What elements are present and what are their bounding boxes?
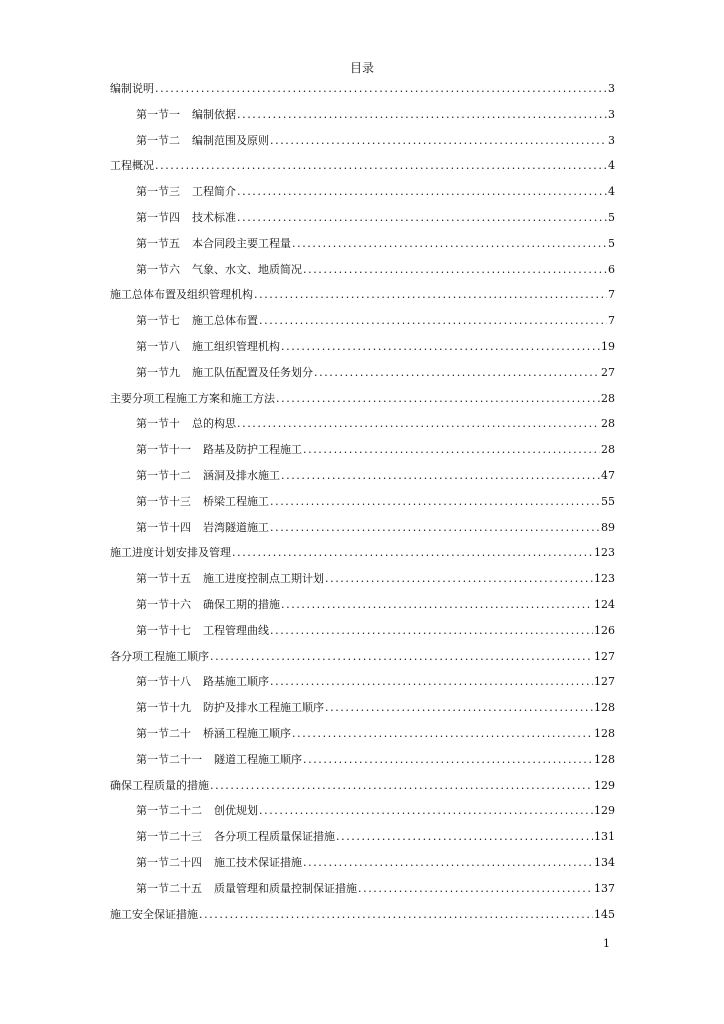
toc-entry-section[interactable] bbox=[110, 413, 615, 439]
toc-section-number: 第一节十七 bbox=[136, 623, 191, 637]
toc-page-number: 134 bbox=[594, 855, 615, 869]
toc-entry-section[interactable] bbox=[110, 465, 615, 491]
toc-entry-text: 施工总体布置及组织管理机构 bbox=[110, 288, 253, 302]
toc-entry-text: 施工总体布置 bbox=[192, 314, 258, 328]
toc-page-number: 4 bbox=[608, 159, 615, 173]
toc-entry-label bbox=[136, 416, 236, 432]
toc-section-number: 第一节七 bbox=[136, 314, 180, 328]
toc-entry-section[interactable] bbox=[110, 517, 615, 543]
toc-entry-text: 工程管理曲线 bbox=[203, 623, 269, 637]
toc-entry-text: 创优规划 bbox=[214, 804, 258, 818]
toc-section-number: 第一节二 bbox=[136, 133, 180, 147]
toc-entry-section[interactable] bbox=[110, 620, 615, 646]
toc-section-number: 第一节十二 bbox=[136, 468, 191, 482]
toc-leader-dots bbox=[325, 571, 593, 587]
toc-page-number: 3 bbox=[608, 133, 615, 147]
toc-leader-dots bbox=[292, 236, 607, 252]
toc-entry-section[interactable] bbox=[110, 594, 615, 620]
toc-entry-text: 桥涵工程施工顺序 bbox=[203, 726, 291, 740]
toc-entry-label bbox=[110, 81, 154, 97]
toc-entry-text: 质量管理和质量控制保证措施 bbox=[214, 881, 357, 895]
toc-entry-section[interactable] bbox=[110, 259, 615, 285]
toc-entry-label bbox=[136, 468, 280, 484]
toc-entry-label bbox=[136, 520, 269, 536]
toc-entry-text: 技术标准 bbox=[192, 210, 236, 224]
toc-section-number: 第一节十八 bbox=[136, 675, 191, 689]
toc-page-number: 123 bbox=[594, 572, 615, 586]
toc-entry-label bbox=[136, 855, 302, 871]
toc-page-number: 55 bbox=[601, 494, 615, 508]
toc-entry-label bbox=[136, 442, 302, 458]
toc-section-number: 第一节一 bbox=[136, 107, 180, 121]
toc-leader-dots bbox=[281, 339, 600, 355]
toc-title: 目录 bbox=[349, 61, 374, 75]
toc-entry-chapter[interactable] bbox=[110, 388, 615, 414]
toc-page-number: 3 bbox=[608, 82, 615, 95]
toc-entry-chapter[interactable] bbox=[110, 155, 615, 181]
toc-entry-text: 编制范围及原则 bbox=[192, 133, 269, 147]
toc-entry-section[interactable] bbox=[110, 568, 615, 594]
toc-entry-chapter[interactable] bbox=[110, 904, 615, 930]
toc-entry-label bbox=[136, 674, 269, 690]
toc-leader-dots bbox=[232, 545, 593, 561]
toc-entry-label bbox=[110, 907, 198, 923]
toc-leader-dots bbox=[358, 881, 593, 897]
toc-page-number: 47 bbox=[601, 468, 615, 482]
toc-section-number: 第一节十三 bbox=[136, 494, 191, 508]
toc-section-number: 第一节十六 bbox=[136, 597, 191, 611]
toc-leader-dots bbox=[292, 726, 593, 742]
toc-leader-dots bbox=[325, 700, 593, 716]
toc-section-number: 第一节六 bbox=[136, 262, 180, 276]
toc-leader-dots bbox=[210, 649, 593, 665]
toc-entry-text: 编制说明 bbox=[110, 82, 154, 95]
toc-section-number: 第一节二十五 bbox=[136, 881, 202, 895]
toc-entry-label bbox=[136, 107, 236, 123]
toc-entry-section[interactable] bbox=[110, 207, 615, 233]
toc-leader-dots bbox=[155, 81, 607, 97]
toc-entry-label bbox=[110, 391, 275, 407]
toc-entry-label bbox=[110, 649, 209, 665]
toc-entry-section[interactable] bbox=[110, 491, 615, 517]
toc-entry-text: 路基施工顺序 bbox=[203, 675, 269, 689]
toc-leader-dots bbox=[336, 829, 593, 845]
toc-entry-chapter[interactable] bbox=[110, 542, 615, 568]
toc-entry-text: 施工技术保证措施 bbox=[214, 855, 302, 869]
toc-entry-label bbox=[136, 571, 324, 587]
toc-leader-dots bbox=[270, 674, 593, 690]
toc-entry-label bbox=[136, 700, 324, 716]
toc-page-number: 19 bbox=[601, 339, 615, 353]
toc-section-number: 第一节二十二 bbox=[136, 804, 202, 818]
toc-leader-dots bbox=[276, 391, 600, 407]
toc-entry-section[interactable] bbox=[110, 800, 615, 826]
toc-entry-section[interactable] bbox=[110, 878, 615, 904]
toc-entry-text: 工程概况 bbox=[110, 159, 154, 173]
toc-entry-section[interactable] bbox=[110, 310, 615, 336]
toc-leader-dots bbox=[270, 494, 600, 510]
toc-entry-label bbox=[136, 262, 302, 278]
toc-entry-label bbox=[136, 881, 357, 897]
toc-entry-text: 确保工程质量的措施 bbox=[110, 778, 209, 792]
toc-section-number: 第一节五 bbox=[136, 236, 180, 250]
toc-page-number: 128 bbox=[594, 752, 615, 766]
toc-entry-text: 桥梁工程施工 bbox=[203, 494, 269, 508]
toc-leader-dots bbox=[237, 107, 607, 123]
toc-entry-text: 本合同段主要工程量 bbox=[192, 236, 291, 250]
toc-page-number: 131 bbox=[594, 830, 615, 844]
toc-entry-label bbox=[136, 803, 258, 819]
toc-page-number: 28 bbox=[601, 417, 615, 431]
toc-leader-dots bbox=[281, 597, 593, 613]
toc-leader-dots bbox=[281, 468, 600, 484]
toc-entry-label bbox=[136, 494, 269, 510]
toc-entry-section[interactable] bbox=[110, 233, 615, 259]
toc-entry-section[interactable] bbox=[110, 336, 615, 362]
page-number: 1 bbox=[603, 937, 610, 950]
toc-page-number: 4 bbox=[608, 185, 615, 199]
toc-page-number: 7 bbox=[608, 314, 615, 328]
toc-section-number: 第一节二十四 bbox=[136, 855, 202, 869]
toc-entry-chapter[interactable] bbox=[110, 646, 615, 672]
toc-page-number: 128 bbox=[594, 726, 615, 740]
toc-entry-section[interactable] bbox=[110, 104, 615, 130]
toc-entry-text: 施工安全保证措施 bbox=[110, 907, 198, 921]
toc-entry-text: 气象、水文、地质简况 bbox=[192, 262, 302, 276]
toc-leader-dots bbox=[155, 158, 607, 174]
toc-entry-chapter[interactable] bbox=[110, 775, 615, 801]
toc-page-number: 5 bbox=[608, 210, 615, 224]
toc-entry-section[interactable] bbox=[110, 130, 615, 156]
toc-entry-label bbox=[136, 597, 280, 613]
toc-entry-text: 确保工期的措施 bbox=[203, 597, 280, 611]
toc-entry-label bbox=[136, 133, 269, 149]
toc-section-number: 第一节十一 bbox=[136, 443, 191, 457]
toc-entry-label bbox=[136, 236, 291, 252]
toc-entry-label bbox=[136, 829, 335, 845]
toc-entry-section[interactable] bbox=[110, 439, 615, 465]
toc-entry-label bbox=[110, 545, 231, 561]
toc-page-number: 126 bbox=[594, 623, 615, 637]
toc-section-number: 第一节十九 bbox=[136, 701, 191, 715]
toc-leader-dots bbox=[270, 623, 593, 639]
toc-entry-chapter[interactable] bbox=[110, 78, 615, 104]
toc-page-number: 27 bbox=[601, 365, 615, 379]
toc-entry-section[interactable] bbox=[110, 852, 615, 878]
toc-leader-dots bbox=[199, 907, 593, 923]
toc-leader-dots bbox=[237, 184, 607, 200]
toc-entry-text: 各分项工程施工顺序 bbox=[110, 649, 209, 663]
toc-page-number: 124 bbox=[594, 597, 615, 611]
toc-page-number: 6 bbox=[608, 262, 615, 276]
toc-entry-section[interactable] bbox=[110, 826, 615, 852]
toc-entry-label bbox=[110, 778, 209, 794]
toc-leader-dots bbox=[303, 262, 607, 278]
toc-entry-section[interactable] bbox=[110, 697, 615, 723]
toc-entry-text: 施工进度计划安排及管理 bbox=[110, 546, 231, 560]
toc-page-number: 28 bbox=[601, 391, 615, 405]
toc-entry-label bbox=[136, 365, 313, 381]
toc-page-number: 5 bbox=[608, 236, 615, 250]
toc-page-number: 28 bbox=[601, 443, 615, 457]
toc-leader-dots bbox=[314, 365, 600, 381]
toc-page-number: 123 bbox=[594, 546, 615, 560]
toc-section-number: 第一节二十一 bbox=[136, 752, 202, 766]
toc-entry-label bbox=[136, 623, 269, 639]
toc-entry-text: 总的构思 bbox=[192, 417, 236, 431]
toc-page-number: 129 bbox=[594, 778, 615, 792]
toc-page-number: 137 bbox=[594, 881, 615, 895]
toc-page-number: 7 bbox=[608, 288, 615, 302]
toc-entry-text: 施工组织管理机构 bbox=[192, 339, 280, 353]
toc-entry-text: 涵洞及排水施工 bbox=[203, 468, 280, 482]
toc-entry-label bbox=[136, 752, 302, 768]
toc-leader-dots bbox=[210, 778, 593, 794]
toc-page-number: 89 bbox=[601, 520, 615, 534]
toc-page-number: 127 bbox=[594, 649, 615, 663]
toc-entry-text: 主要分项工程施工方案和施工方法 bbox=[110, 391, 275, 405]
toc-entry-text: 岩湾隧道施工 bbox=[203, 520, 269, 534]
toc-leader-dots bbox=[259, 803, 593, 819]
toc-entry-label bbox=[136, 339, 280, 355]
toc-entry-label bbox=[136, 726, 291, 742]
toc-leader-dots bbox=[237, 416, 600, 432]
toc-leader-dots bbox=[237, 210, 607, 226]
toc-entry-chapter[interactable] bbox=[110, 284, 615, 310]
toc-section-number: 第一节十五 bbox=[136, 572, 191, 586]
toc-section-number: 第一节四 bbox=[136, 210, 180, 224]
toc-entry-text: 路基及防护工程施工 bbox=[203, 443, 302, 457]
toc-section-number: 第一节二十三 bbox=[136, 830, 202, 844]
toc-leader-dots bbox=[270, 133, 607, 149]
toc-leader-dots bbox=[254, 287, 607, 303]
toc-page-number: 3 bbox=[608, 107, 615, 121]
toc-leader-dots bbox=[270, 520, 600, 536]
toc-leader-dots bbox=[303, 855, 593, 871]
toc-entry-text: 编制依据 bbox=[192, 107, 236, 121]
toc-page-number: 127 bbox=[594, 675, 615, 689]
toc-entry-label bbox=[110, 158, 154, 174]
toc-entry-section[interactable] bbox=[110, 362, 615, 388]
toc-section-number: 第一节三 bbox=[136, 185, 180, 199]
toc-leader-dots bbox=[259, 313, 607, 329]
toc-section-number: 第一节八 bbox=[136, 339, 180, 353]
toc-entry-section[interactable] bbox=[110, 749, 615, 775]
toc-leader-dots bbox=[303, 442, 600, 458]
toc-entry-label bbox=[136, 184, 236, 200]
toc-entry-section[interactable] bbox=[110, 181, 615, 207]
toc-page-number: 129 bbox=[594, 804, 615, 818]
toc-section-number: 第一节十四 bbox=[136, 520, 191, 534]
toc-section-number: 第一节九 bbox=[136, 365, 180, 379]
toc-page-number: 128 bbox=[594, 701, 615, 715]
toc-entry-text: 工程简介 bbox=[192, 185, 236, 199]
toc-entry-section[interactable] bbox=[110, 723, 615, 749]
toc-section-number: 第一节十 bbox=[136, 417, 180, 431]
toc-entry-label bbox=[136, 210, 236, 226]
toc-entry-text: 隧道工程施工顺序 bbox=[214, 752, 302, 766]
toc-entry-label bbox=[110, 287, 253, 303]
toc-leader-dots bbox=[303, 752, 593, 768]
table-of-contents bbox=[110, 78, 615, 929]
toc-page-number: 145 bbox=[594, 907, 615, 921]
toc-entry-text: 施工队伍配置及任务划分 bbox=[192, 365, 313, 379]
toc-entry-text: 各分项工程质量保证措施 bbox=[214, 830, 335, 844]
toc-entry-text: 施工进度控制点工期计划 bbox=[203, 572, 324, 586]
toc-section-number: 第一节二十 bbox=[136, 726, 191, 740]
toc-entry-label bbox=[136, 313, 258, 329]
toc-entry-section[interactable] bbox=[110, 671, 615, 697]
toc-entry-text: 防护及排水工程施工顺序 bbox=[203, 701, 324, 715]
